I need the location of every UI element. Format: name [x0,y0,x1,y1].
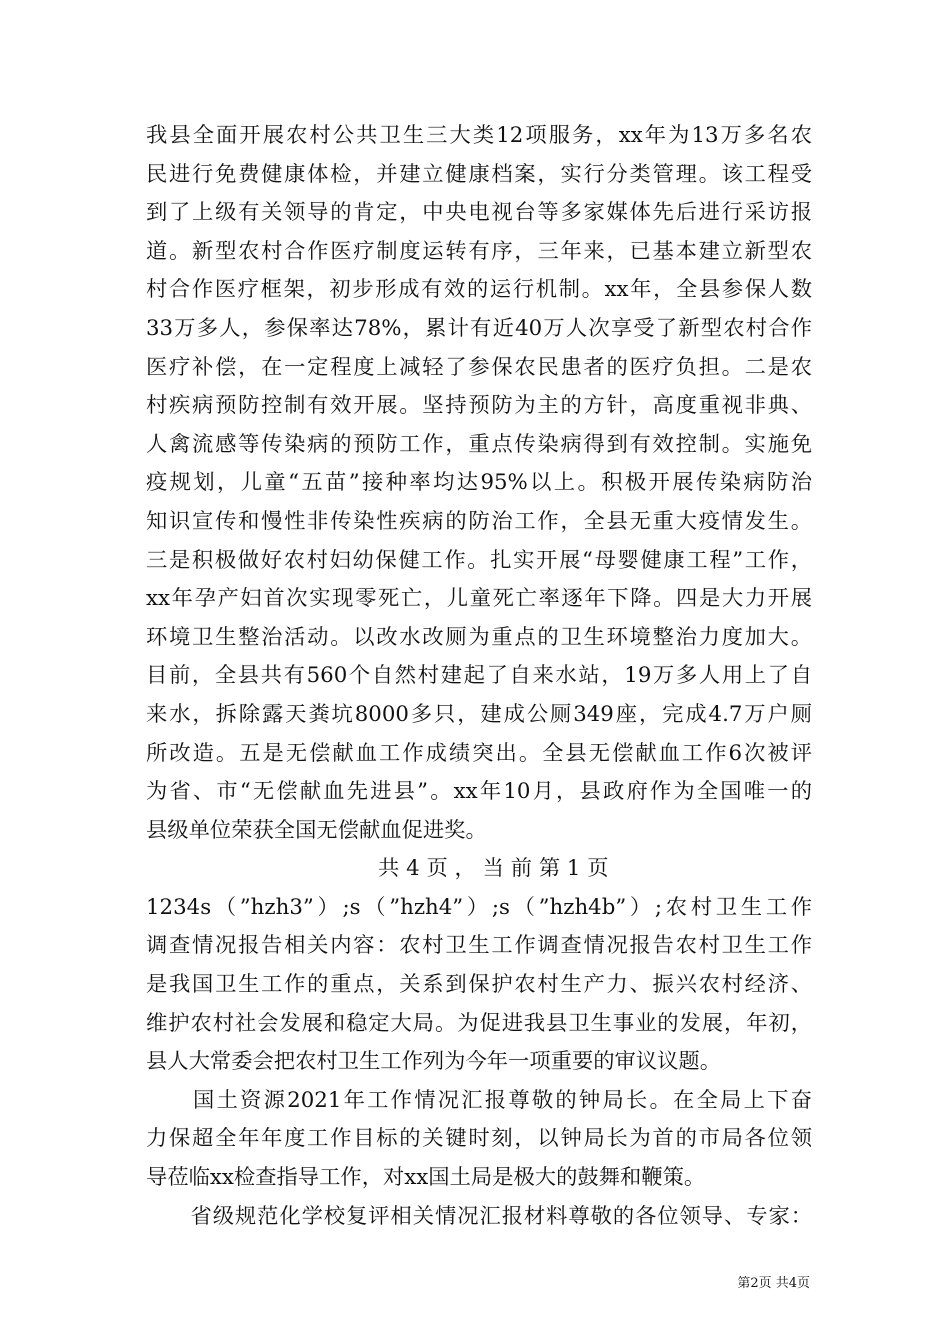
page-count-char: 页 [587,856,609,882]
page-count-char: 1 [566,856,581,882]
text-line: 是我国卫生工作的重点，关系到保护农村生产力、振兴农村经济、 [146,972,812,998]
body-text [146,117,812,1236]
text-line: 道。新型农村合作医疗制度运转有序，三年来，已基本建立新型农 [146,238,812,264]
text-line: 维护农村社会发展和稳定大局。为促进我县卫生事业的发展，年初， [146,1010,812,1036]
text-line: 到了上级有关领导的肯定，中央电视台等多家媒体先后进行采访报 [146,200,812,226]
page-count-line [146,850,812,889]
text-line: 33万多人，参保率达78%，累计有近40万人次享受了新型农村合作 [146,315,812,341]
page-count-char: 页 [426,856,448,882]
text-line: xx年孕产妇首次实现零死亡，儿童死亡率逐年下降。四是大力开展 [146,586,812,612]
page-count-char: 共 [378,856,400,882]
text-line: 疫规划，儿童“五苗”接种率均达95%以上。积极开展传染病防治 [146,470,812,496]
page-count-char: ， [454,856,476,882]
page-count-char: 当 [482,856,504,882]
text-line: 来水，拆除露天粪坑8000多只，建成公厕349座，完成4.7万户厕 [146,701,812,727]
text-line: 人禽流感等传染病的预防工作，重点传染病得到有效控制。实施免 [146,431,812,457]
page-count-char: 前 [510,856,533,882]
text-line: 县级单位荣获全国无偿献血促进奖。 [146,817,487,843]
page-count-char: 4 [406,856,420,882]
text-line: 知识宣传和慢性非传染性疾病的防治工作，全县无重大疫情发生。 [146,508,812,534]
text-line: 力保超全年年度工作目标的关键时刻，以钟局长为首的市局各位领 [146,1126,812,1152]
text-line: 国土资源2021年工作情况汇报尊敬的钟局长。在全局上下奋 [146,1087,812,1113]
text-line: 民进行免费健康体检，并建立健康档案，实行分类管理。该工程受 [146,161,812,187]
text-line: 目前，全县共有560个自然村建起了自来水站，19万多人用上了自 [146,663,812,689]
text-line: 村合作医疗框架，初步形成有效的运行机制。xx年，全县参保人数 [146,277,812,303]
text-line: 导莅临xx检查指导工作，对xx国土局是极大的鼓舞和鞭策。 [146,1165,706,1191]
text-line: 三是积极做好农村妇幼保健工作。扎实开展“母婴健康工程”工作， [146,547,812,573]
text-line: 我县全面开展农村公共卫生三大类12项服务，xx年为13万多名农 [146,123,812,148]
text-line: 医疗补偿，在一定程度上减轻了参保农民患者的医疗负担。二是农 [146,354,812,380]
page-count-char: 第 [538,856,561,882]
text-line: 调查情况报告相关内容：农村卫生工作调查情况报告农村卫生工作 [146,933,812,959]
text-line: 所改造。五是无偿献血工作成绩突出。全县无偿献血工作6次被评 [146,740,812,766]
page-footer: 第2页 共4页 [737,1276,810,1291]
text-line: 村疾病预防控制有效开展。坚持预防为主的方针，高度重视非典、 [146,393,812,419]
text-line: 为省、市“无偿献血先进县”。xx年10月，县政府作为全国唯一的 [146,779,812,805]
text-line: 1234s（”hzh3”）;s（”hzh4”）;s（”hzh4b”）;农村卫生工作 [146,894,812,920]
text-line: 县人大常委会把农村卫生工作列为今年一项重要的审议议题。 [146,1049,722,1075]
text-line: 省级规范化学校复评相关情况汇报材料尊敬的各位领导、专家： [146,1203,812,1229]
text-line: 环境卫生整治活动。以改水改厕为重点的卫生环境整治力度加大。 [146,624,812,650]
